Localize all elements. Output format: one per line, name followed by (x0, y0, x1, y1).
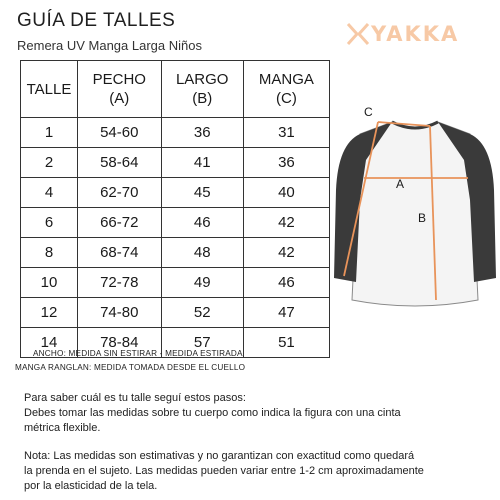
table-row: 1 54-60 36 31 (21, 118, 330, 148)
table-row: 14 78-84 57 51 (21, 328, 330, 358)
shirt-diagram (330, 100, 500, 315)
table-header-row (21, 61, 330, 118)
instructions-line: métrica flexible. (24, 422, 101, 434)
brand-name: YAKKA (371, 22, 460, 46)
size-table (20, 60, 330, 358)
brand-logo (347, 22, 472, 48)
table-row: 10 72-78 49 46 (21, 268, 330, 298)
product-subtitle: Remera UV Manga Larga Niños (17, 38, 202, 53)
header-manga: MANGA (C) (243, 61, 329, 118)
x-logo-icon (347, 22, 369, 46)
header-largo: LARGO (B) (161, 61, 243, 118)
instructions-line: Debes tomar las medidas sobre tu cuerpo como indica la figura con una cinta (24, 407, 401, 419)
disclaimer-line: por la elasticidad de la tela. (24, 480, 158, 492)
instructions-paragraph (24, 391, 484, 436)
instructions-line: Para saber cuál es tu talle seguí estos pasos: (24, 392, 246, 404)
disclaimer-paragraph (24, 449, 484, 494)
label-a: A (396, 177, 405, 191)
label-c: C (364, 105, 373, 119)
header-talle: TALLE (21, 61, 78, 118)
table-row: 6 66-72 46 42 (21, 208, 330, 238)
label-b: B (418, 211, 427, 225)
table-row: 4 62-70 45 40 (21, 178, 330, 208)
table-row: 2 58-64 41 36 (21, 148, 330, 178)
note-ancho: ANCHO: MEDIDA SIN ESTIRAR - MEDIDA ESTIRADA (33, 349, 243, 358)
table-row: 12 74-80 52 47 (21, 298, 330, 328)
note-ranglan: MANGA RANGLAN: MEDIDA TOMADA DESDE EL CUELLO (15, 363, 246, 372)
table-row: 8 68-74 48 42 (21, 238, 330, 268)
disclaimer-line: la prenda en el sujeto. Las medidas pueden variar entre 1-2 cm aproximadamente (24, 465, 424, 477)
page-title: GUÍA DE TALLES (17, 10, 176, 31)
header-pecho: PECHO (A) (78, 61, 162, 118)
disclaimer-line: Nota: Las medidas son estimativas y no garantizan con exactitud como quedará (24, 450, 415, 462)
